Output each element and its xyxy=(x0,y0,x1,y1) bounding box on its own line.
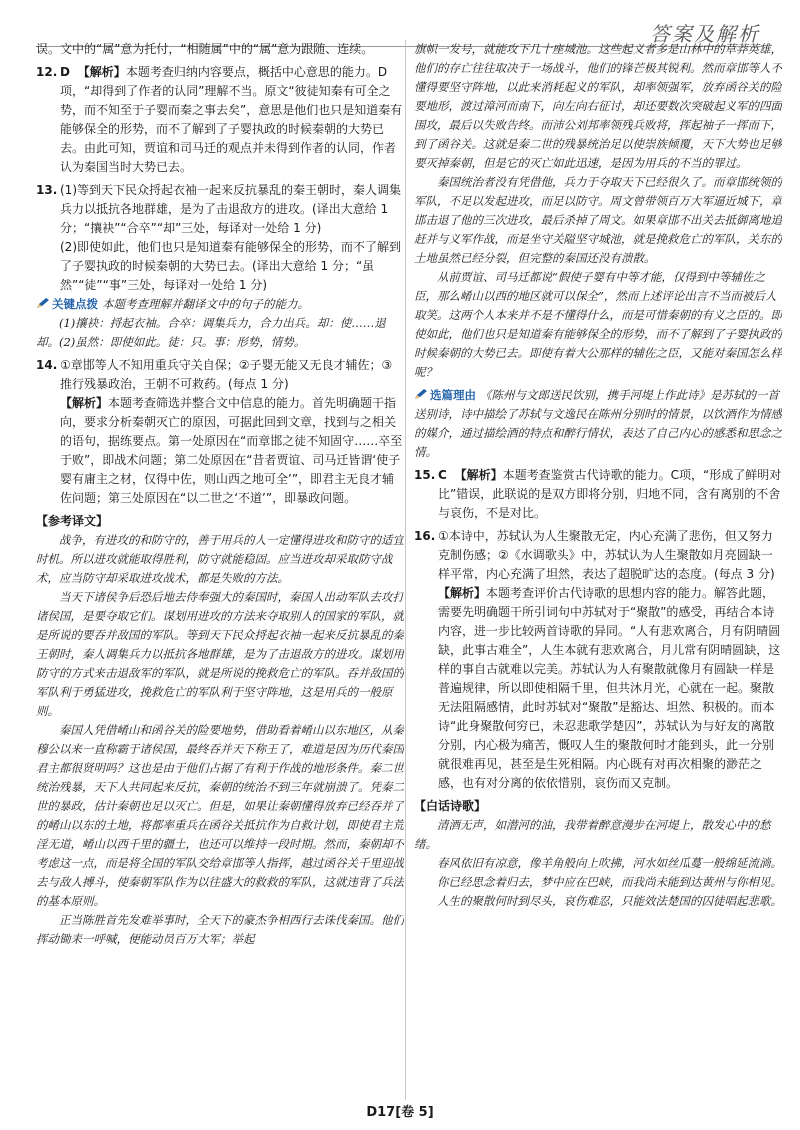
poem-line-1: 清酒无声，如潜河的油，我带着醉意漫步在河堤上，散发心中的愁绪。 xyxy=(414,818,771,851)
pencil-icon xyxy=(36,296,50,308)
item-14-number: 14. xyxy=(36,358,58,372)
translation-paragraph-2: 当天下诸侯争后恐后地去侍奉强大的秦国时，秦国人出动军队去攻打诸侯国，是要夺取它们。谋划用进攻的方法来夺取别人的国家的军队，就是所说的要吞并敌国的军队。等到天下民众捋起衣袖一起来反抗暴乱的秦王朝时，秦人调集兵力以抵抗各地群雄，是为了击退敌方的进攻。谋划用防守的方式来击退敌军的军队，就是所说的挽救危亡的军队。吞并敌国的军队利于勇猛进攻，挽救危亡的军队利于坚守阵地，这是用兵的一般原则。 xyxy=(36,590,404,718)
item-12-analysis-tag: 【解析】 xyxy=(77,65,126,79)
item-15-answer: C xyxy=(438,468,447,482)
item-12-number: 12. xyxy=(36,65,58,79)
pencil-icon xyxy=(414,387,428,399)
translation-paragraph-4: 正当陈胜首先发难举事时，全天下的豪杰争相西行去诛伐秦国。他们挥动锄耒一呼喊，便能动员百万大军；举起 xyxy=(36,913,404,946)
item-12 xyxy=(36,63,404,177)
vernacular-poem-heading: 【白话诗歌】 xyxy=(414,799,487,813)
item-14-analysis-text: 本题考查筛选并整合文中信息的能力。首先明确题干指向，要求分析秦朝灭亡的原因，可据此回到文章，找到与之相关的语句，据练要点。第一处原因在“而章邯之徒不知固守……卒至于败”，即战术问题；第二处原因在“昔者贾谊、司马迁皆谓‘使子婴有庸主之材，仅得中佐，则山西之地可全’”，即君主无良才辅佐问题；第三处原因在“以二世之‘不道’”，即暴政问题。 xyxy=(60,396,403,505)
item-16-analysis-tag: 【解析】 xyxy=(438,586,487,600)
item-16 xyxy=(414,527,782,793)
item-13-part-1: (1)等到天下民众捋起衣袖一起来反抗暴乱的秦王朝时，秦人调集兵力以抵抗各地群雄，是为了击退敌方的进攻。(译出大意给 1 分；“攘袂”“合卒”“却”三处，每译对一处给 1 分) xyxy=(60,183,402,235)
poem-line-3: 你已经思念着归去，梦中应在巴峡，而我尚未能到达黄州与你相见。 xyxy=(437,875,782,889)
page-footer xyxy=(0,1101,800,1120)
selection-reason xyxy=(414,386,782,462)
translation-paragraph-1: 战争，有进攻的和防守的，善于用兵的人一定懂得进攻和防守的适宜时机。所以进攻就能取得胜利，防守就能稳固。应当进攻却采取防守战术，应当防守却采取进攻战术，都是失败的方法。 xyxy=(36,533,404,585)
item-14-analysis-tag: 【解析】 xyxy=(60,396,109,410)
translation-continuation-1: 旗帜一发号，就能攻下几十座城池。这些起义者多是山林中的草莽英雄，他们的存亡往往取决于一场战斗，他们的锋芒极其锐利。然而章邯等人不懂得要坚守阵地，以此来消耗起义的军队，却率领强军，放弃函谷关的险要地形，渡过漳河而南下，向左向右征讨，却还要数次突破起义军的四面围攻，最后以失败告终。而沛公刘邦率领残兵败将，挥起袖子一挥而下，到了函谷关。这就是秦二世的残暴统治足以使崇族倾覆，天下大势也足够要灭掉秦朝，但是它的灭亡如此迅速，是因为用兵的不当的罪过。 xyxy=(414,42,782,170)
key-tip-label: 关键点拨 xyxy=(52,297,98,311)
header-title: 答案及解析 xyxy=(650,22,760,46)
item-15-number: 15. xyxy=(414,468,436,482)
key-tip-detail: (1)攘袂：捋起衣袖。合卒：调集兵力，合力出兵。却：使……退却。(2)虽然：即使如此。徒：只。事：形势，情势。 xyxy=(36,316,386,349)
selection-reason-text: 《陈州与文郎送民饮别，携手河堤上作此诗》是苏轼的一首送别诗，诗中描绘了苏轼与文逸民在陈州分别时的情景，以饮酒作为情感的媒介，通过描绘酒的特点和醉行情状，表达了自己内心的感悉和思念之情。 xyxy=(414,388,782,459)
item-15-analysis-text: 本题考查鉴赏古代诗歌的能力。C项，“形成了鲜明对比”错误，此联说的是双方即将分别，归地不同，含有离别的不舍与哀伤，不是对比。 xyxy=(438,468,782,520)
item-13-part-2: (2)即使如此，他们也只是知道秦有能够保全的形势，而不了解到了子婴执政的时候秦朝的大势已去。(译出大意给 1 分；“虽然”“徒”“事”三处，每译对一处给 1 分) xyxy=(60,240,402,292)
key-tip xyxy=(36,295,404,314)
key-tip-text: 本题考查理解并翻译文中的句子的能力。 xyxy=(102,297,309,311)
item-14-answer: ①章邯等人不知用重兵守关自保；②子婴无能又无良才辅佐；③推行残暴政治，王朝不可救药。(每点 1 分) xyxy=(60,358,393,391)
selection-reason-label: 选篇理由 xyxy=(430,388,476,402)
item-12-analysis-text: 本题考查归纳内容要点，概括中心意思的能力。D项，“却得到了作者的认同”理解不当。原文“彼徒知秦有可全之势，而不知至于子婴而秦之事去矣”，意思是他们也只是知道秦有能够保全的形势，而不了解到了子婴执政的时候秦朝的大势已去。由此可知，贾谊和司马迁的观点并未得到作者的认同，作者认为秦国当时大势已去。 xyxy=(60,65,403,174)
item-16-number: 16. xyxy=(414,529,436,543)
page-number: D17 xyxy=(366,1105,396,1120)
item-16-answer: ①本诗中，苏轼认为人生聚散无定，内心充满了悲伤，但又努力克制伤感；②《水调歌头》中，苏轼认为人生聚散如月亮圆缺一样平常，内心充满了坦然，表达了超脱旷达的态度。(每点 3 分) xyxy=(438,529,775,581)
reference-translation-heading: 【参考译文】 xyxy=(36,514,109,528)
translation-continuation-2: 秦国统治者没有凭借他，兵力于夺取天下已经很久了。而章邯统领的军队，不足以发起进攻，而足以防守。周文曾带领百万大军逼近城下，章邯击退了他的三次进攻，最后杀掉了周文。如果章邯不出关去抵御离地追赶并与义军作战，而是坐守关隘坚守城池，就是挽救危亡的军队，关东的土地虽然已经分裂，但完整的秦国还没有溃散。 xyxy=(414,175,782,265)
item-13 xyxy=(36,181,404,295)
item-14 xyxy=(36,356,404,508)
poem-line-2: 春风依旧有凉意，像羊角般向上吹拂，河水如丝瓜蔓一般绵延流淌。 xyxy=(437,856,782,870)
column-divider xyxy=(405,40,406,1100)
left-column xyxy=(36,40,404,1100)
item-12-answer: D xyxy=(60,65,70,79)
poem-line-4: 人生的聚散何时到尽头，哀伤难忍，只能效法楚国的囚徒唱起悲歌。 xyxy=(437,894,782,908)
item-16-analysis-text: 本题考查评价古代诗歌的思想内容的能力。解答此题，需要先明确题干所引词句中苏轼对于“聚散”的感受，再结合本诗内容，进一步比较两首诗歌的异同。“人有悲欢离合，月有阴晴圆缺，此事古难全”，人生本就有悲欢离合，月儿常有阴晴圆缺，这样的事自古就难以完美。苏轼认为人有聚散就像月有圆缺一样是普遍规律，所以即使相隔千里，但共沐月光，心就在一起。聚散无法阻隔感情，此时苏轼对“聚散”是豁达、坦然、积极的。而本诗“此身聚散何穷已，未忍悲歌学楚囚”，苏轼认为与好友的离散分别，内心极为痛苦，慨叹人生的聚散何时才能到头，此一分别就很难再见，甚至是生死相隔。内心既有对再次相聚的渺茫之感，也有对分离的依依惜别，哀伤而又克制。 xyxy=(438,586,781,790)
item-15 xyxy=(414,466,782,523)
translation-paragraph-3: 秦国人凭借崤山和函谷关的险要地势，借助看着崤山以东地区，从秦穆公以来一直称霸于诸侯国，最终吞并天下称王了，难道是因为历代秦国君主都很贤明吗？这也是由于他们占据了有利于作战的地形条件。秦二世统治残暴，天下人共同起来反抗，秦朝的统治不到三年就崩溃了。凭秦二世的暴政，估计秦朝也足以灭亡。但是，如果让秦朝懂得放弃已经吞并了的崤山以东的土地，将都率重兵在函谷关抵抗作为自救计划，即使君主荒淫无道，崤山以西千里的疆土，也还可以维持一段时期。然而，秦朝却不考虑这一点，而是将全国的军队交给章邯等人指挥，越过函谷关千里迎战去与敌人搏斗，使秦朝军队作为以往盛大的救救的军队，这就违背了兵法的基本原则。 xyxy=(36,723,404,908)
volume-label: [卷 5] xyxy=(395,1105,434,1120)
item-11-continuation: 误。文中的“属”意为托付，“相随属”中的“属”意为跟随、连续。 xyxy=(36,42,374,56)
right-column xyxy=(414,40,782,1100)
translation-continuation-3: 从前贾谊、司马迁都说“假使子婴有中等才能，仅得到中等辅佐之臣，那么崤山以西的地区就可以保全”，然而上述评论出言不当而被后人取笑。这两个人本来并不是不懂得什么，而是可惜秦朝的有义之臣的。即使如此，他们也只是知道秦有能够保全的形势，而不了解到了子婴执政的时候秦朝的大势已去。即使有着大公那样的辅佐之臣，又能对秦国怎么样呢？ xyxy=(414,270,782,379)
item-13-number: 13. xyxy=(36,183,58,197)
item-15-analysis-tag: 【解析】 xyxy=(454,468,503,482)
